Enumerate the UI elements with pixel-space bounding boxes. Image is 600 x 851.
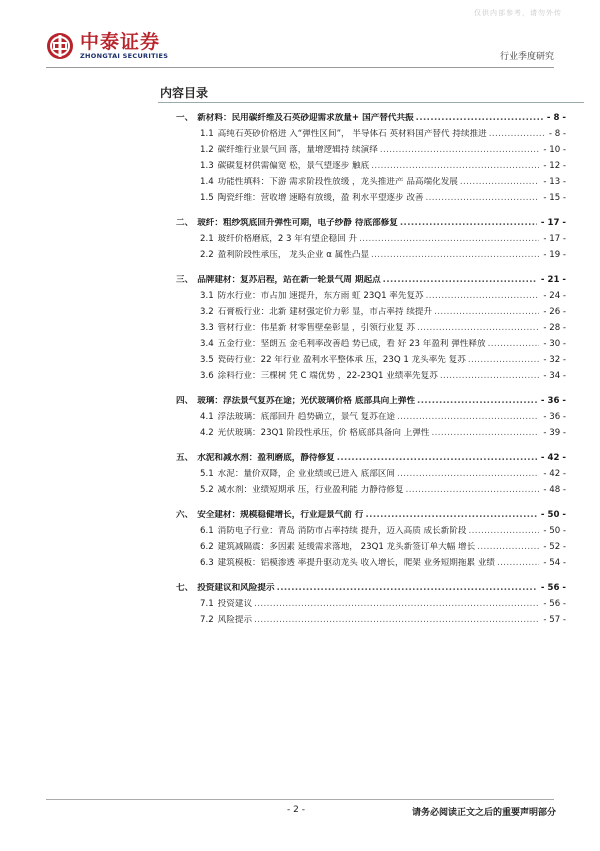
toc-entry-title: 防水行业：市占加 速提升，东方雨 虹 23Q1 率先复苏	[217, 291, 424, 301]
toc-entry-number: 六、	[176, 510, 194, 520]
toc-entry-number: 五、	[176, 453, 194, 463]
toc-entry-title: 玻纤：粗纱筑底回升弹性可期，电子纱静 待底部修复	[197, 218, 398, 228]
toc-entry-page: - 42 -	[540, 453, 566, 463]
toc-leader-dots	[397, 412, 539, 423]
toc-entry-title: 高纯石英砂价格进 入“弹性区间”， 半导体石 英材料国产替代 持续推进	[217, 129, 487, 139]
toc-section-entry[interactable]	[200, 615, 566, 626]
toc-leader-dots	[380, 145, 540, 156]
toc-entry-page: - 36 -	[540, 396, 566, 406]
toc-leader-dots	[359, 234, 539, 245]
toc-leader-dots	[426, 193, 540, 204]
toc-section-entry[interactable]	[200, 129, 566, 140]
page-number: - 2 -	[287, 805, 305, 815]
toc-entry-number: 1.5	[200, 193, 214, 203]
toc-leader-dots	[371, 250, 539, 261]
header-divider	[46, 67, 554, 68]
toc-entry-page: - 50 -	[543, 526, 566, 536]
toc-entry-title: 减水剂：业绩短期承 压，行业盈利能 力静待修复	[217, 485, 404, 495]
toc-leader-dots	[417, 396, 537, 407]
toc-leader-dots	[365, 510, 536, 521]
toc-section-entry[interactable]	[200, 599, 566, 610]
toc-entry-page: - 34 -	[543, 371, 566, 381]
toc-entry-title: 碳碳复材供需偏宽 松，景气望逐步 触底	[217, 161, 370, 171]
toc-leader-dots	[460, 177, 539, 188]
logo-name-cn: 中泰证券	[80, 31, 161, 53]
toc-entry-title: 盈利阶段性承压， 龙头企业 α 属性凸显	[217, 250, 370, 260]
toc-entry-title: 玻纤价格磨底，2 3 年有望企稳回 升	[217, 234, 358, 244]
toc-entry-number: 4.1	[200, 412, 214, 422]
toc-entry-title: 水泥和减水剂：盈利磨底，静待修复	[197, 453, 335, 463]
footer-divider	[46, 799, 554, 800]
toc-section-entry[interactable]	[200, 323, 566, 334]
toc-section-entry[interactable]	[200, 412, 566, 423]
toc-leader-dots	[254, 599, 539, 610]
toc-chapter-entry[interactable]	[176, 396, 566, 407]
toc-entry-page: - 42 -	[543, 469, 566, 479]
toc-leader-dots	[406, 485, 540, 496]
toc-entry-title: 功能性填料：下游 需求阶段性放缓 ，龙头推进产 品高端化发展	[217, 177, 458, 187]
toc-entry-title: 碳纤维行业景气回 落，量增逻辑持 续演绎	[217, 145, 378, 155]
toc-entry-number: 7.2	[200, 615, 214, 625]
toc-section-entry[interactable]	[200, 250, 566, 261]
toc-entry-title: 品牌建材：复苏启程，站在新一轮景气周 期起点	[197, 275, 381, 285]
toc-section-entry[interactable]	[200, 371, 566, 382]
toc-title: 内容目录	[160, 86, 209, 100]
toc-entry-title: 五金行业：坚朗五 金毛利率改善趋 势已成，看 好 23 年盈利 弹性释放	[217, 339, 486, 349]
toc-leader-dots	[416, 113, 543, 124]
watermark: 仅供内部参考，请勿外传	[474, 9, 562, 17]
toc-leader-dots	[469, 526, 540, 537]
toc-entry-page: - 30 -	[543, 339, 566, 349]
toc-leader-dots	[254, 615, 539, 626]
toc-entry-number: 一、	[176, 113, 194, 123]
zhongtai-logo-icon	[46, 32, 74, 60]
toc-entry-title: 玻璃：浮法景气复苏在途；光伏玻璃价格 底部具向上弹性	[197, 396, 416, 406]
toc-section-entry[interactable]	[200, 469, 566, 480]
toc-entry-number: 3.3	[200, 323, 214, 333]
toc-entry-number: 三、	[176, 275, 194, 285]
toc-section-entry[interactable]	[200, 307, 566, 318]
toc-entry-number: 4.2	[200, 428, 214, 438]
footer-disclaimer: 请务必阅读正文之后的重要声明部分	[411, 808, 556, 818]
toc-entry-page: - 28 -	[543, 323, 566, 333]
toc-section-entry[interactable]	[200, 428, 566, 439]
toc-entry-title: 建筑减隔震：多因素 延缓需求落地， 23Q1 龙头新签订单大幅 增长	[217, 542, 476, 552]
toc-entry-title: 浮法玻璃：底部回升 趋势确立，景气 复苏在途	[217, 412, 396, 422]
toc-entry-number: 1.4	[200, 177, 214, 187]
toc-leader-dots	[489, 129, 545, 140]
toc-entry-page: - 13 -	[543, 177, 566, 187]
toc-entry-page: - 56 -	[540, 583, 566, 593]
toc-entry-title: 水泥：量价双降，企 业业绩或已进入 底部区间	[217, 469, 396, 479]
toc-section-entry[interactable]	[200, 177, 566, 188]
toc-entry-page: - 56 -	[543, 599, 566, 609]
toc-leader-dots	[371, 161, 539, 172]
toc-entry-page: - 19 -	[543, 250, 566, 260]
toc-entry-title: 陶瓷纤维：营收增 速略有放缓，盈 利水平望逐步 改善	[217, 193, 424, 203]
toc-section-entry[interactable]	[200, 542, 566, 553]
toc-section-entry[interactable]	[200, 234, 566, 245]
logo-name-en: ZHONGTAI SECURITIES	[80, 52, 169, 60]
toc-entry-page: - 50 -	[540, 510, 566, 520]
toc-chapter-entry[interactable]	[176, 510, 566, 521]
toc-leader-dots	[477, 542, 539, 553]
toc-entry-page: - 57 -	[543, 615, 566, 625]
toc-entry-page: - 39 -	[543, 428, 566, 438]
toc-section-entry[interactable]	[200, 161, 566, 172]
toc-entry-title: 新材料：民用碳纤维及石英砂迎需求放量+ 国产替代共振	[197, 113, 414, 123]
toc-leader-dots	[397, 469, 539, 480]
toc-entry-page: - 21 -	[540, 275, 566, 285]
toc-leader-dots	[426, 291, 540, 302]
toc-section-entry[interactable]	[200, 485, 566, 496]
toc-section-entry[interactable]	[200, 193, 566, 204]
toc-section-entry[interactable]	[200, 145, 566, 156]
toc-section-entry[interactable]	[200, 558, 566, 569]
toc-entry-page: - 17 -	[543, 234, 566, 244]
toc-section-entry[interactable]	[200, 291, 566, 302]
toc-entry-page: - 36 -	[543, 412, 566, 422]
toc-entry-number: 1.3	[200, 161, 214, 171]
toc-entry-number: 6.1	[200, 526, 214, 536]
toc-entry-title: 建筑模板：铝模渗透 率提升驱动龙头 收入增长，爬架 业务短期拖累 业绩	[217, 558, 496, 568]
toc-entry-number: 3.2	[200, 307, 214, 317]
toc-chapter-entry[interactable]	[176, 113, 566, 124]
logo	[46, 32, 168, 60]
toc-entry-title: 瓷砖行业：22 年行业 盈利水平整体承 压，23Q 1 龙头率先 复苏	[217, 355, 466, 365]
toc-entry-page: - 52 -	[543, 542, 566, 552]
toc-leader-dots	[497, 558, 539, 569]
toc-entry-page: - 48 -	[543, 485, 566, 495]
toc-entry-title: 石膏板行业：北新 建材强定价力彰 显，市占率持 续提升	[217, 307, 433, 317]
toc-entry-page: - 8 -	[548, 129, 566, 139]
toc-entry-number: 3.5	[200, 355, 214, 365]
report-type: 行业季度研究	[499, 52, 554, 62]
toc-entry-number: 1.1	[200, 129, 214, 139]
toc-entry-number: 1.2	[200, 145, 214, 155]
toc-title-divider	[158, 102, 584, 103]
toc-section-entry[interactable]	[200, 339, 566, 350]
toc-entry-number: 6.2	[200, 542, 214, 552]
toc-entry-title: 光伏玻璃：23Q1 阶段性承压，价 格底部具备向 上弹性	[217, 428, 430, 438]
toc-section-entry[interactable]	[200, 355, 566, 366]
toc-chapter-entry[interactable]	[176, 453, 566, 464]
toc-entry-number: 3.4	[200, 339, 214, 349]
toc-entry-page: - 24 -	[543, 291, 566, 301]
toc-leader-dots	[432, 428, 540, 439]
toc-chapter-entry[interactable]	[176, 218, 566, 229]
toc-entry-title: 消防电子行业：青岛 消防市占率持续 提升，迈入高质 成长新阶段	[217, 526, 467, 536]
toc-entry-title: 投资建议和风险提示	[197, 583, 275, 593]
toc-leader-dots	[383, 275, 537, 286]
toc-entry-number: 3.1	[200, 291, 214, 301]
toc-leader-dots	[468, 355, 540, 366]
toc-leader-dots	[440, 371, 540, 382]
toc-entry-title: 投资建议	[217, 599, 253, 609]
toc-leader-dots	[277, 583, 537, 594]
toc-leader-dots	[434, 307, 539, 318]
toc-entry-page: - 8 -	[546, 113, 566, 123]
toc-entry-number: 2.2	[200, 250, 214, 260]
toc-entry-title: 风险提示	[217, 615, 253, 625]
toc-leader-dots	[337, 453, 537, 464]
toc-entry-page: - 12 -	[543, 161, 566, 171]
toc-entry-title: 安全建材：规模稳健增长，行业迎景气前 行	[197, 510, 364, 520]
toc-entry-page: - 15 -	[543, 193, 566, 203]
toc-entry-page: - 54 -	[543, 558, 566, 568]
toc-entry-page: - 10 -	[543, 145, 566, 155]
toc-entry-number: 7.1	[200, 599, 214, 609]
toc-chapter-entry[interactable]	[176, 275, 566, 286]
toc-entry-number: 二、	[176, 218, 194, 228]
toc-leader-dots	[400, 218, 537, 229]
toc-entry-page: - 17 -	[540, 218, 566, 228]
toc-entry-number: 6.3	[200, 558, 214, 568]
toc-entry-number: 5.1	[200, 469, 214, 479]
toc-entry-number: 5.2	[200, 485, 214, 495]
toc-entry-title: 管材行业：伟星新 材零售壁垒彰显 ，引领行业复 苏	[217, 323, 415, 333]
toc-leader-dots	[417, 323, 539, 334]
toc-entry-page: - 32 -	[543, 355, 566, 365]
toc-chapter-entry[interactable]	[176, 583, 566, 594]
toc-entry-title: 涂料行业：三棵树 凭 C 端优势 ，22-23Q1 业绩率先复苏	[217, 371, 438, 381]
toc-entry-number: 七、	[176, 583, 194, 593]
toc-entry-page: - 26 -	[543, 307, 566, 317]
toc-section-entry[interactable]	[200, 526, 566, 537]
toc-leader-dots	[488, 339, 540, 350]
toc-entry-number: 四、	[176, 396, 194, 406]
toc-entry-number: 2.1	[200, 234, 214, 244]
toc-entry-number: 3.6	[200, 371, 214, 381]
